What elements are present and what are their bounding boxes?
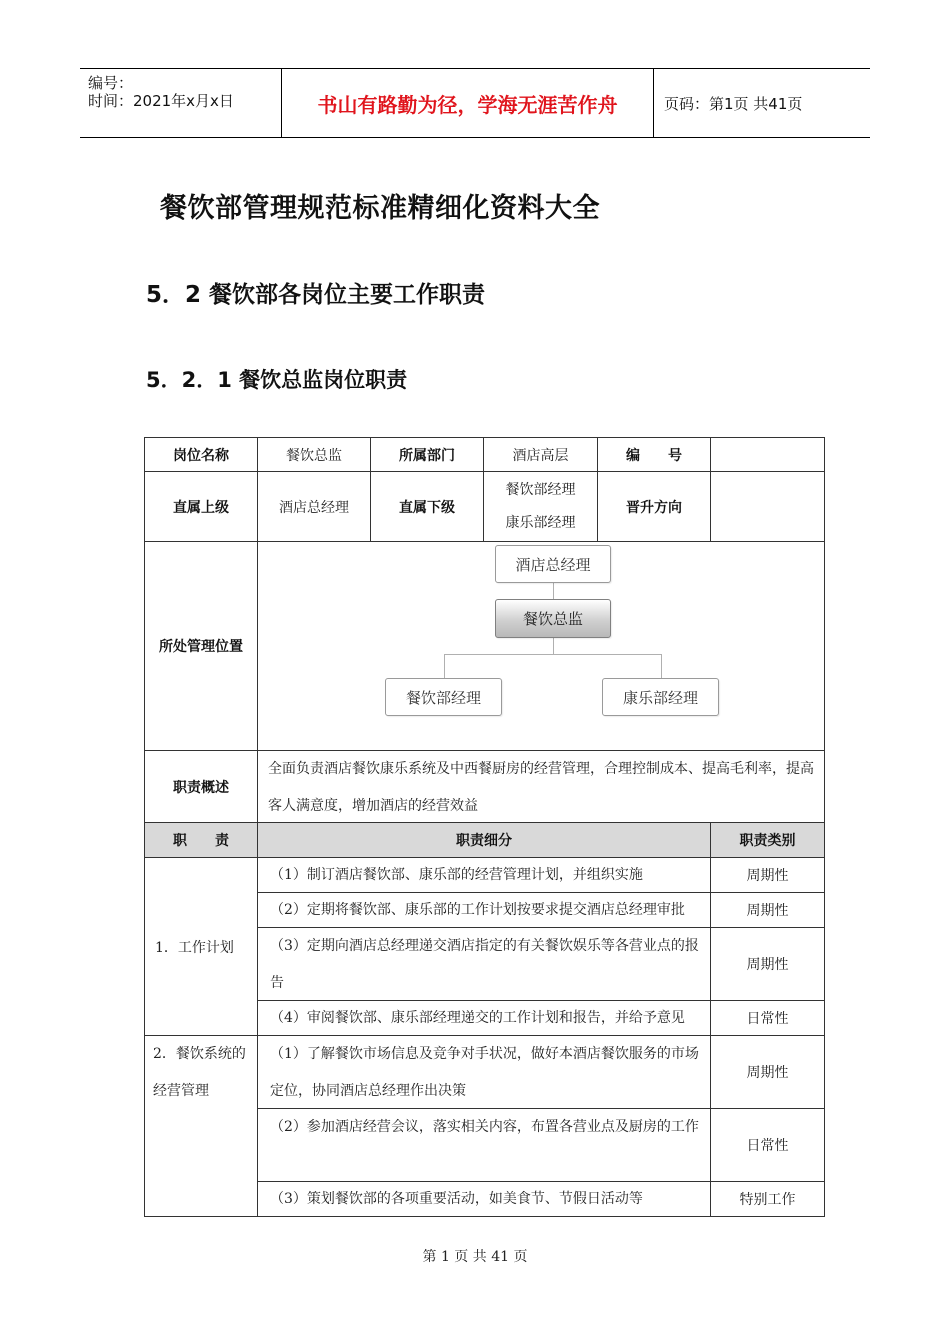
org-node-general-manager: 酒店总经理	[495, 545, 611, 583]
org-connector-top	[553, 582, 554, 599]
section-title: 5．2 餐饮部各岗位主要工作职责	[146, 282, 486, 308]
org-connector-right	[661, 654, 662, 679]
duty-category: 日常性	[710, 1000, 825, 1036]
number-label: 编号：	[88, 74, 134, 92]
org-connector-branch	[444, 654, 662, 655]
duty-category: 特别工作	[710, 1181, 825, 1217]
superior-label: 直属上级	[144, 471, 258, 542]
duty-detail: （1）制订酒店餐饮部、康乐部的经营管理计划，并组织实施	[257, 857, 711, 893]
duty-detail: （2）定期将餐饮部、康乐部的工作计划按要求提交酒店总经理审批	[257, 892, 711, 928]
page-footer: 第 1 页 共 41 页	[422, 1249, 528, 1265]
duty-category: 周期性	[710, 1035, 825, 1109]
duty-group-name: 1．工作计划	[144, 857, 258, 1036]
duty-detail: （4）审阅餐饮部、康乐部经理递交的工作计划和报告，并给予意见	[257, 1000, 711, 1036]
column-header-category: 职责类别	[710, 822, 825, 858]
header-meta-cell	[80, 69, 282, 137]
department-value: 酒店高层	[483, 437, 598, 472]
duty-detail: （2）参加酒店经营会议，落实相关内容，布置各营业点及厨房的工作	[257, 1108, 711, 1182]
org-connector-middle	[553, 637, 554, 654]
org-node-fb-director: 餐饮总监	[495, 599, 611, 638]
org-connector-left	[444, 654, 445, 679]
duty-category: 周期性	[710, 927, 825, 1001]
management-position-label: 所处管理位置	[144, 541, 258, 751]
column-header-detail: 职责细分	[257, 822, 711, 858]
position-name-value: 餐饮总监	[257, 437, 371, 472]
duty-category: 日常性	[710, 1108, 825, 1182]
subsection-title: 5．2．1 餐饮总监岗位职责	[146, 368, 408, 392]
column-header-duty: 职 责	[144, 822, 258, 858]
subordinate-label: 直属下级	[370, 471, 484, 542]
subordinate-values	[483, 471, 598, 542]
duty-detail: （1）了解餐饮市场信息及竞争对手状况，做好本酒店餐饮服务的市场定位，协同酒店总经理作出决策	[257, 1035, 711, 1109]
header-motto: 书山有路勤为径，学海无涯苦作舟	[282, 69, 654, 137]
duty-summary-text: 全面负责酒店餐饮康乐系统及中西餐厨房的经营管理，合理控制成本、提高毛利率，提高客人满意度，增加酒店的经营效益	[257, 750, 825, 823]
document-header	[80, 68, 870, 138]
org-node-recreation-manager: 康乐部经理	[602, 678, 719, 716]
duty-summary-label: 职责概述	[144, 750, 258, 823]
duty-category: 周期性	[710, 857, 825, 893]
position-name-label: 岗位名称	[144, 437, 258, 472]
number-field-value	[710, 437, 825, 472]
duty-detail: （3）定期向酒店总经理递交酒店指定的有关餐饮娱乐等各营业点的报告	[257, 927, 711, 1001]
promotion-value	[710, 471, 825, 542]
org-chart	[257, 541, 825, 751]
duty-detail: （3）策划餐饮部的各项重要活动，如美食节、节假日活动等	[257, 1181, 711, 1217]
superior-value: 酒店总经理	[257, 471, 371, 542]
promotion-label: 晋升方向	[597, 471, 711, 542]
subordinate-value-1: 餐饮部经理	[505, 481, 576, 498]
subordinate-value-2: 康乐部经理	[505, 514, 576, 531]
duty-group-name: 2．餐饮系统的经营管理	[144, 1035, 258, 1217]
time-label: 时间：2021年x月x日	[88, 92, 234, 110]
document-title: 餐饮部管理规范标准精细化资料大全	[160, 193, 600, 224]
department-label: 所属部门	[370, 437, 484, 472]
org-node-fb-manager: 餐饮部经理	[385, 678, 502, 716]
number-field-label: 编 号	[597, 437, 711, 472]
duty-category: 周期性	[710, 892, 825, 928]
header-page-info: 页码：第1页 共41页	[664, 94, 803, 113]
